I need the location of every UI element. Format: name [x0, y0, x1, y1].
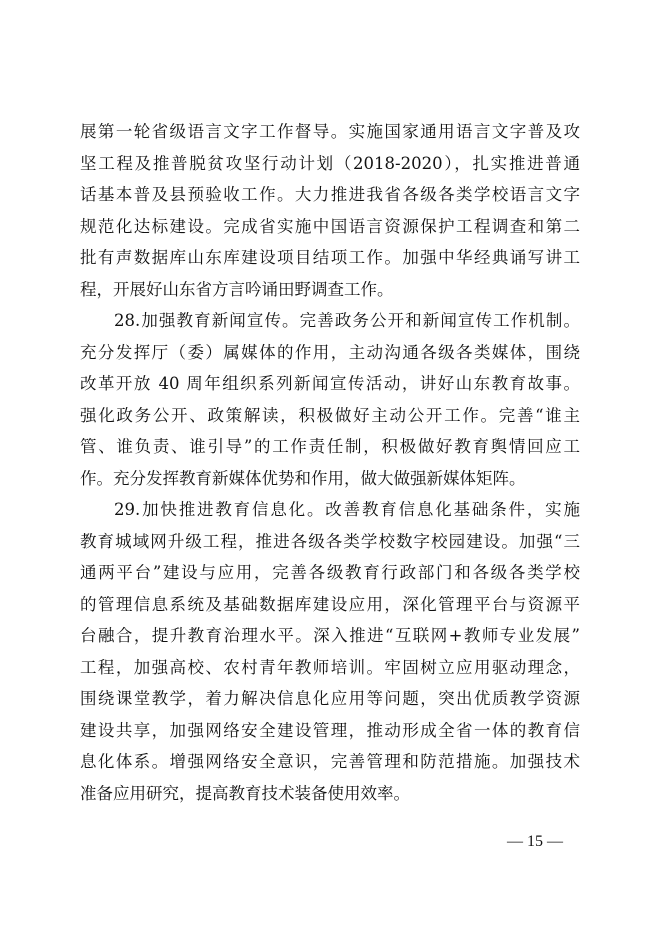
text-line: 建设共享，加强网络安全建设管理，推动形成全省一体的教育信	[80, 720, 580, 740]
text-line: 程，开展好山东省方言吟诵田野调查工作。	[80, 279, 394, 299]
body-text	[80, 116, 580, 809]
text-line: 教育城域网升级工程，推进各级各类学校数字校园建设。加强“三	[80, 531, 580, 551]
text-line: 充分发挥厅（委）属媒体的作用，主动沟通各级各类媒体，围绕	[80, 342, 580, 362]
text-line: 坚工程及推普脱贫攻坚行动计划（2018-2020），扎实推进普通	[80, 153, 580, 173]
paragraph-language-work	[80, 116, 580, 305]
text-line: 规范化达标建设。完成省实施中国语言资源保护工程调查和第二	[80, 216, 580, 236]
paragraph-item-28	[80, 305, 580, 494]
text-line: 28.加强教育新闻宣传。完善政务公开和新闻宣传工作机制。	[114, 311, 580, 330]
text-line: 29.加快推进教育信息化。改善教育信息化基础条件，实施	[114, 500, 580, 519]
paragraph-item-29	[80, 494, 580, 809]
text-line: 改革开放 40 周年组织系列新闻宣传活动，讲好山东教育故事。	[80, 374, 580, 393]
text-line: 的管理信息系统及基础数据库建设应用，深化管理平台与资源平	[80, 594, 580, 614]
text-line: 管、谁负责、谁引导”的工作责任制，积极做好教育舆情回应工	[80, 437, 580, 456]
text-line: 工程，加强高校、农村青年教师培训。牢固树立应用驱动理念，	[80, 657, 580, 677]
text-line: 强化政务公开、政策解读，积极做好主动公开工作。完善“谁主	[80, 405, 580, 425]
page-number: — 15 —	[507, 833, 563, 850]
text-line: 准备应用研究，提高教育技术装备使用效率。	[80, 783, 410, 803]
text-line: 作。充分发挥教育新媒体优势和作用，做大做强新媒体矩阵。	[80, 468, 526, 488]
text-line: 话基本普及县预验收工作。大力推进我省各级各类学校语言文字	[80, 185, 580, 204]
text-line: 展第一轮省级语言文字工作督导。实施国家通用语言文字普及攻	[80, 122, 580, 141]
text-line: 通两平台”建设与应用，完善各级教育行政部门和各级各类学校	[80, 563, 580, 582]
text-line: 台融合，提升教育治理水平。深入推进“互联网+教师专业发展”	[80, 626, 580, 645]
text-line: 息化体系。增强网络安全意识，完善管理和防范措施。加强技术	[80, 752, 580, 771]
text-line: 围绕课堂教学，着力解决信息化应用等问题，突出优质教学资源	[80, 689, 580, 708]
text-line: 批有声数据库山东库建设项目结项工作。加强中华经典诵写讲工	[80, 248, 580, 267]
